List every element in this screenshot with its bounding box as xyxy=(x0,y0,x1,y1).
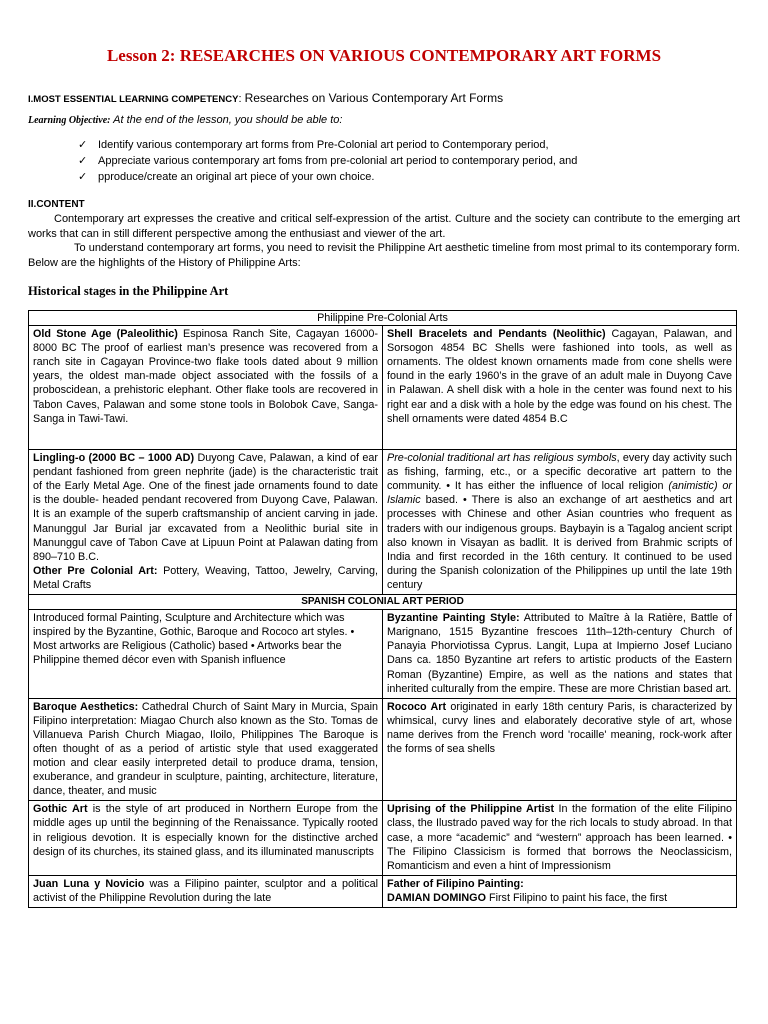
cell-heading: DAMIAN DOMINGO xyxy=(387,891,486,904)
cell-text: Cagayan, Palawan, and Sorsogon 4854 BC Shells were fashioned into tools, as well as ornaments. The oldest known ornaments made from cone shells were found in the early 1960’s in the grave of an adult male in Duyong Cave in Palawan. A shell disk with a hole in the center was found next to his right ear and a disk with a hole by the edge was found on his chest. The shell ornaments were dated 4854 B.C xyxy=(387,328,733,425)
cell-text: is the style of art produced in Northern Europe from the middle ages up until the beginning of the Renaissance. Typically rooted in religious devotion. It is especially known for the distinctive arched design of its churches, its stained glass, and its illuminated manuscripts xyxy=(33,803,378,858)
cell-text: Introduced formal Painting, Sculpture and Architecture which was inspired by the Byzantine, Gothic, Baroque and Rococo art styles. • Most artworks are Religious (Catholic) based • Artworks bear the Philippine themed décor even with Spanish influence xyxy=(33,612,355,667)
cell-heading: Other Pre Colonial Art: xyxy=(33,564,158,577)
table-cell xyxy=(383,801,737,875)
cell-text: was a Filipino painter, sculptor and a political activist of the Philippine Revolution during the late xyxy=(33,877,378,904)
table-cell xyxy=(383,610,737,699)
spanish-header: SPANISH COLONIAL ART PERIOD xyxy=(29,595,737,610)
learning-competency xyxy=(28,91,503,105)
table-cell xyxy=(29,610,383,699)
cell-text: based. • There is also an exchange of art aesthetics and art processes with Chinese and other Asian countries who frequent as traders with our indigenous groups. Baybayin is a Tagalog ancient script also known in Visayan as badlit. It is derived from Brahmic scripts of India and first recorded in the 16th century. It continued to be used during the Spanish colonization of the Philippines up until the late 19th century xyxy=(387,494,733,591)
list-item xyxy=(78,169,577,185)
table-row xyxy=(29,326,737,450)
objective-text: At the end of the lesson, you should be able to: xyxy=(110,114,343,126)
cell-heading: Byzantine Painting Style: xyxy=(387,612,520,625)
objective-item: pproduce/create an original art piece of your own choice. xyxy=(98,171,375,183)
historical-heading: Historical stages in the Philippine Art xyxy=(28,284,229,298)
cell-heading: Rococo Art xyxy=(387,700,447,713)
cell-heading: Shell Bracelets and Pendants (Neolithic) xyxy=(387,328,606,341)
table-cell xyxy=(29,801,383,875)
table-row xyxy=(29,610,737,699)
cell-text: originated in early 18th century Paris, is characterized by whimsical, curvy lines and elaborately decorative style of art, whose name derives from the French word 'rocaille' meaning, rock-work after the forms of sea shells xyxy=(387,700,733,755)
competency-text: Researches on Various Contemporary Art Forms xyxy=(244,91,504,105)
competency-separator: : xyxy=(238,93,245,105)
cell-text: , every day activity such as fishing, farming, etc., or a specific decorative art pattern to the community. • It has either the influence of local religion xyxy=(387,452,733,493)
precolonial-header: Philippine Pre-Colonial Arts xyxy=(29,311,737,326)
table-cell xyxy=(383,326,737,450)
table-cell xyxy=(29,326,383,450)
list-item xyxy=(78,137,577,153)
cell-text: Pottery, Weaving, Tattoo, Jewelry, Carving, Metal Crafts xyxy=(33,564,378,591)
table-row xyxy=(29,801,737,875)
content-paragraph: To understand contemporary art forms, you need to revisit the Philippine Art aesthetic timeline from most primal to its contemporary form. Below are the highlights of the History of Philippine Arts: xyxy=(28,242,740,269)
table-cell xyxy=(383,698,737,801)
table-cell xyxy=(383,450,737,595)
cell-heading: Father of Filipino Painting: xyxy=(387,877,524,890)
list-item xyxy=(78,153,578,169)
objective-label: Learning Objective: xyxy=(28,115,111,126)
content-heading: II.CONTENT xyxy=(28,199,85,210)
learning-objective xyxy=(28,114,342,126)
cell-heading: Lingling-o (2000 BC – 1000 AD) xyxy=(33,452,195,465)
cell-heading: Old Stone Age (Paleolithic) xyxy=(33,328,178,341)
competency-label: I.MOST ESSENTIAL LEARNING COMPETENCY xyxy=(28,94,239,105)
cell-heading: Juan Luna y Novicio xyxy=(33,877,145,890)
content-paragraph: Contemporary art expresses the creative and critical self-expression of the artist. Culture and the society can contribute to the emerging art works that can in still different perspective among the enthusiast and viewer of the art. xyxy=(28,213,740,240)
table-cell xyxy=(29,875,383,907)
table-cell xyxy=(383,875,737,907)
lesson-title: Lesson 2: RESEARCHES ON VARIOUS CONTEMPORARY ART FORMS xyxy=(106,46,662,65)
table-cell xyxy=(29,698,383,801)
cell-text: Attributed to Maître à la Ratière, Battle of Marignano, 1515 Byzantine frescoes 11th–12th-century Church of Panayia Phorviotissa Cyprus. Langit, Lupa at Impierno Josef Luciano Dans ca. 1850 Byzantine art refers to artistic products of the Eastern Roman (Byzantine) Empire, as well as the nations and states that inherited culturally from the empire. These are more Christian based art. xyxy=(387,612,733,695)
table-row xyxy=(29,698,737,801)
cell-heading: Baroque Aesthetics: xyxy=(33,700,139,713)
cell-italic: Pre-colonial traditional art has religious symbols xyxy=(387,452,617,465)
table-row xyxy=(29,595,737,610)
cell-heading: Gothic Art xyxy=(33,803,88,816)
checkmark-icon: ✓ xyxy=(78,171,88,183)
cell-text: In the formation of the elite Filipino class, the Ilustrado paved way for the rich locals to study abroad. In that case, a more “academic” and “western” approach has been learned. • The Filipino Classicism is formed that borrows the Neoclassicism, Romanticism and even a hint of Impressionism xyxy=(387,803,733,872)
objective-item: Appreciate various contemporary art foms from pre-colonial art period to contemporary period, and xyxy=(98,155,578,167)
table-row xyxy=(29,311,737,326)
table-row xyxy=(29,450,737,595)
objective-item: Identify various contemporary art forms from Pre-Colonial art period to Contemporary period, xyxy=(98,139,549,151)
cell-text: Espinosa Ranch Site, Cagayan 16000- 8000 BC The proof of earliest man’s presence was recovered from a ranch site in Cagayan Province-two flake tools dated about 9 million years, the oldest man-made object associated with the fossils of a proboscidean, a prehistoric elephant. Other flake tools are recovered in Tabon Caves, Palawan and some stone tools in Bolobok Cave, Sanga-Sanga in Tawi-Tawi. xyxy=(33,328,378,425)
objectives-list xyxy=(78,137,578,185)
checkmark-icon: ✓ xyxy=(78,139,88,151)
cell-text: Duyong Cave, Palawan, a kind of ear pendant fashioned from green nephrite (jade) is the characteristic trait of the Early Metal Age. One of the finest jade ornaments found to date is the double- headed pendant recovered from Duyong Cave, Palawan. It is an example of the superb craftsmanship of ancient carving in jade. Manunggul Jar Burial jar excavated from a Neolithic burial site in Manunggul cave of Tabon Cave at Lipuun Point at Palawan dating from 890–710 B.C. xyxy=(33,452,378,563)
cell-text: First Filipino to paint his face, the first xyxy=(485,891,668,904)
table-cell xyxy=(29,450,383,595)
art-history-table xyxy=(28,310,737,908)
cell-text: Cathedral Church of Saint Mary in Murcia, Spain Filipino interpretation: Miagao Church also known as the Sto. Tomas de Villanueva Parish Church Miagao, Iloilo, Philippines The Baroque is often thought of as a period of artistic style that used exaggerated motion and clear easily interpreted detail to produce drama, tension, exuberance, and grandeur in sculpture, painting, architecture, literature, dance, theater, and music xyxy=(33,700,378,798)
cell-heading: Uprising of the Philippine Artist xyxy=(387,803,555,816)
cell-italic: (animistic) or Islamic xyxy=(387,480,732,507)
table-row xyxy=(29,875,737,907)
checkmark-icon: ✓ xyxy=(78,155,88,167)
